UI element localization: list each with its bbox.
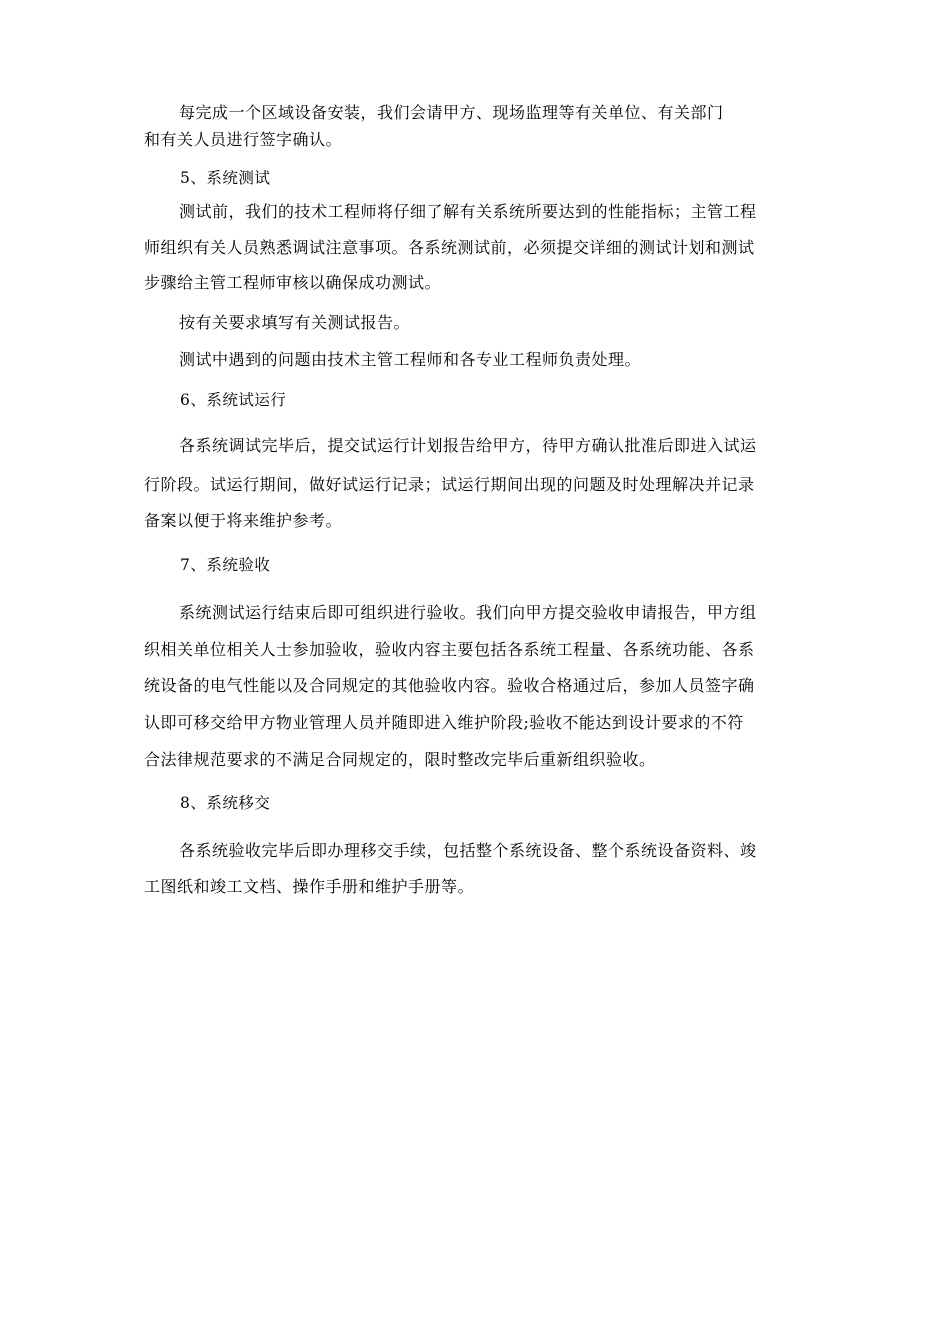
paragraph-line: 备案以便于将来维护参考。: [144, 511, 343, 530]
paragraph-line: 按有关要求填写有关测试报告。: [179, 313, 411, 332]
paragraph-line: 织相关单位相关人士参加验收，验收内容主要包括各系统工程量、各系统功能、各系: [144, 640, 755, 659]
section-heading: 7、系统验收: [180, 556, 271, 574]
paragraph-line: 合法律规范要求的不满足合同规定的，限时整改完毕后重新组织验收。: [144, 750, 656, 769]
paragraph-line: 认即可移交给甲方物业管理人员并随即进入维护阶段;验收不能达到设计要求的不符: [144, 713, 744, 732]
paragraph-line: 各系统验收完毕后即办理移交手续，包括整个系统设备、整个系统设备资料、竣: [179, 841, 757, 860]
paragraph-line: 师组织有关人员熟悉调试注意事项。各系统测试前，必须提交详细的测试计划和测试: [144, 238, 755, 257]
paragraph-line: 统设备的电气性能以及合同规定的其他验收内容。验收合格通过后，参加人员签字确: [144, 676, 755, 695]
section-heading: 5、系统测试: [180, 169, 271, 187]
section-heading: 8、系统移交: [180, 794, 271, 812]
intro-line: 和有关人员进行签字确认。: [144, 130, 343, 149]
intro-line: 每完成一个区域设备安装，我们会请甲方、现场监理等有关单位、有关部门: [179, 103, 724, 122]
paragraph-line: 系统测试运行结束后即可组织进行验收。我们向甲方提交验收申请报告，甲方组: [179, 603, 757, 622]
paragraph-line: 工图纸和竣工文档、操作手册和维护手册等。: [144, 877, 475, 896]
paragraph-line: 行阶段。试运行期间，做好试运行记录；试运行期间出现的问题及时处理解决并记录: [144, 475, 755, 494]
paragraph-line: 步骤给主管工程师审核以确保成功测试。: [144, 273, 442, 292]
section-heading: 6、系统试运行: [180, 391, 287, 409]
paragraph-line: 测试中遇到的问题由技术主管工程师和各专业工程师负责处理。: [179, 350, 642, 369]
paragraph-line: 各系统调试完毕后，提交试运行计划报告给甲方，待甲方确认批准后即进入试运: [179, 436, 757, 455]
paragraph-line: 测试前，我们的技术工程师将仔细了解有关系统所要达到的性能指标；主管工程: [179, 202, 757, 221]
